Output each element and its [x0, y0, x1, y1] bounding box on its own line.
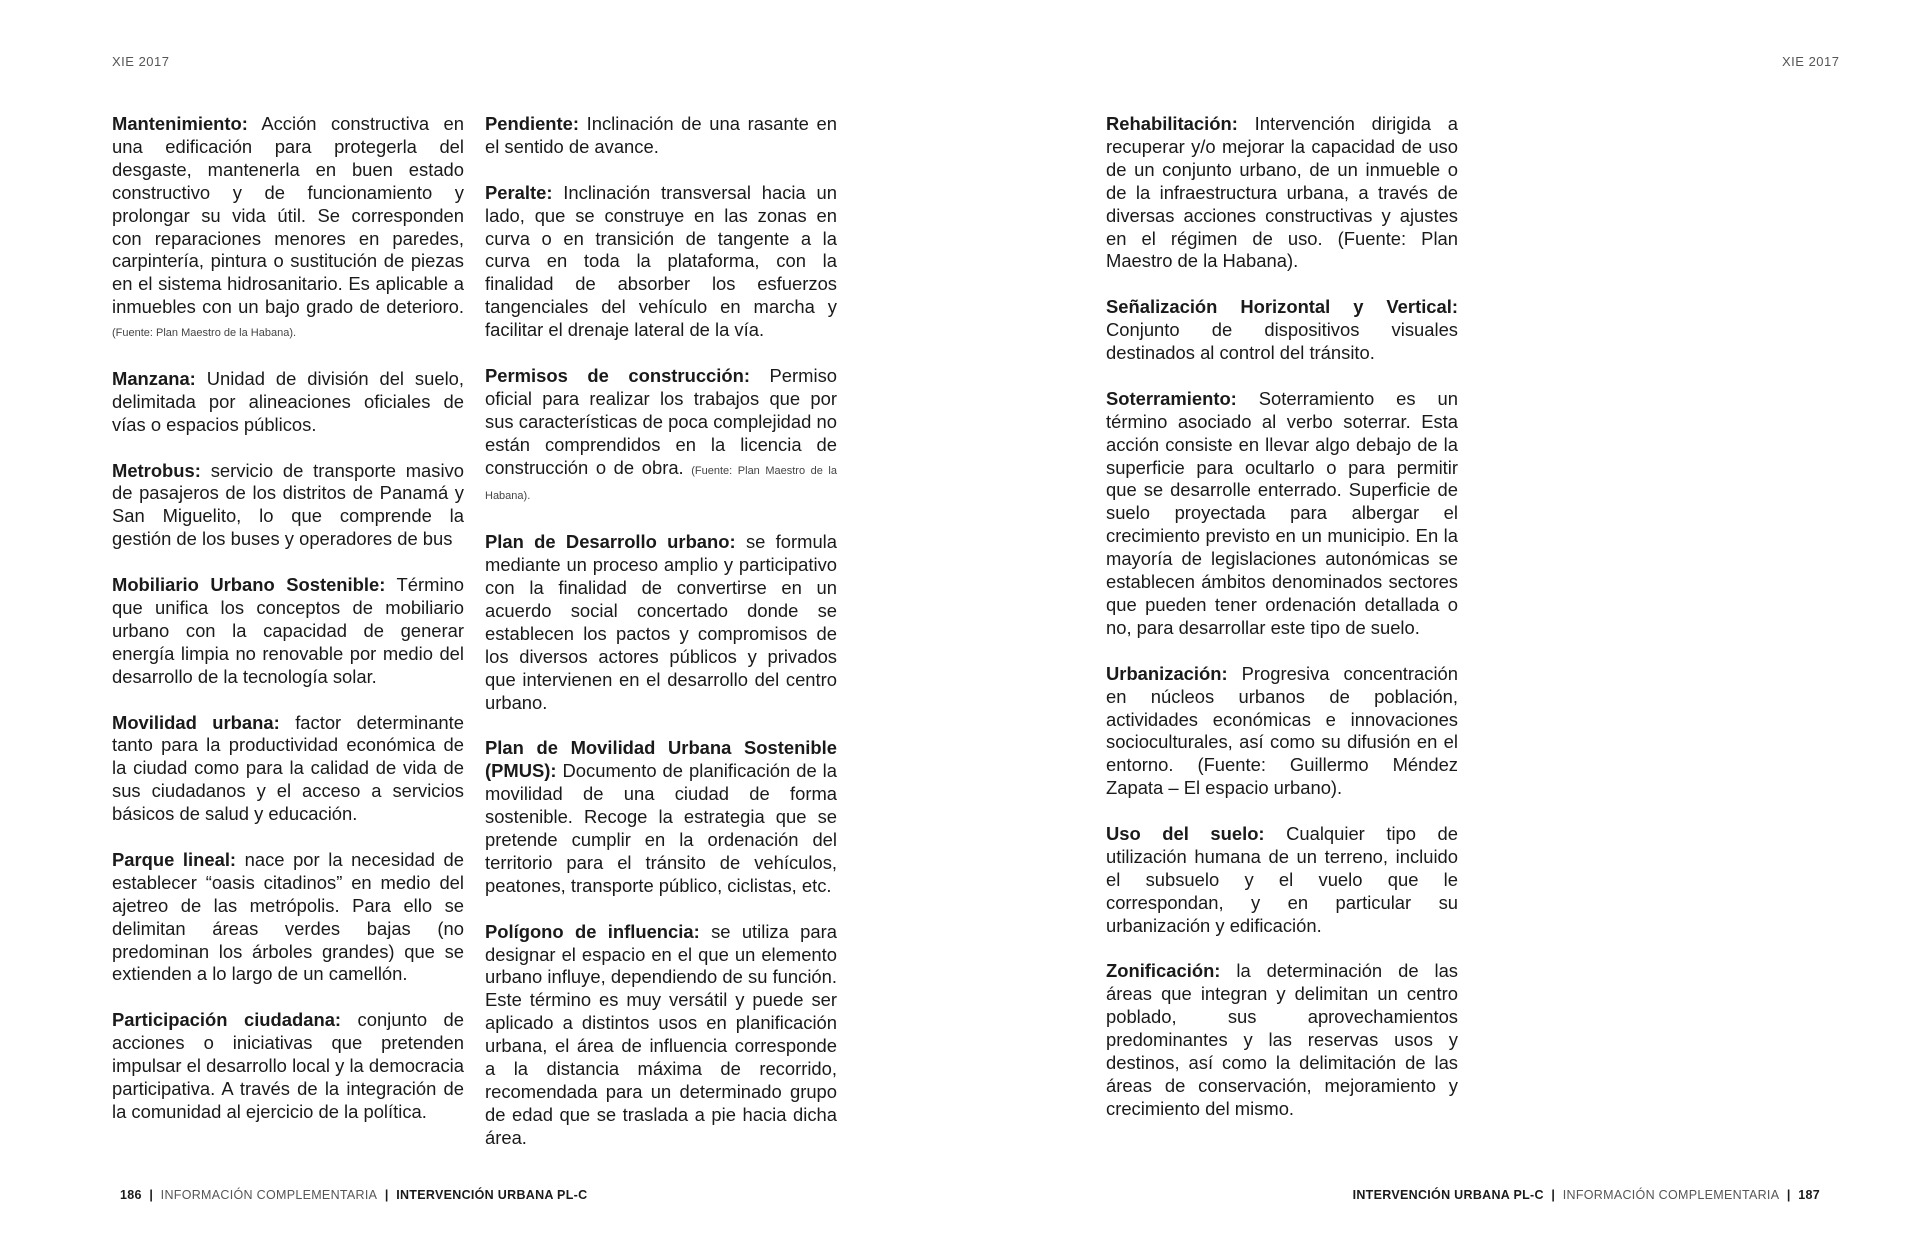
glossary-definition: Cualquier tipo de utilización humana de un terreno, incluido el subsuelo y el vuelo que le correspondan, y en particular su urbanización y edificación. — [1106, 823, 1458, 936]
glossary-definition: Inclinación transversal hacia un lado, que se construye en las zonas en curva o en transición de tangente a la curva en toda la plataforma, con la finalidad de absorber los esfuerzos tangenciales del vehículo en marcha y facilitar el drenaje lateral de la vía. — [485, 181, 837, 341]
glossary-definition: Soterramiento es un término asociado al verbo soterrar. Esta acción consiste en llevar algo debajo de la superficie para ocultarlo o para permitir que se desarrolle enterrado. Superficie de suelo proyectada para albergar el crecimiento previsto en un municipio. En la mayoría de legislaciones autonómicas se establecen ámbitos denominados sectores que pueden tener ordenación detallada o no, para desarrollar este tipo de suelo. — [1106, 387, 1458, 638]
glossary-term: Polígono de influencia: — [485, 920, 700, 942]
glossary-term: Permisos de construcción: — [485, 364, 750, 386]
glossary-entry — [1106, 113, 1458, 273]
glossary-term: Soterramiento: — [1106, 387, 1237, 409]
glossary-column-1 — [112, 113, 464, 1147]
glossary-entry — [485, 531, 837, 714]
glossary-definition: Conjunto de dispositivos visuales destinados al control del tránsito. — [1106, 319, 1458, 364]
glossary-entry — [1106, 296, 1458, 365]
glossary-entry — [112, 574, 464, 689]
glossary-definition: se utiliza para designar el espacio en el que un elemento urbano influye, dependiendo de su función. Este término es muy versátil y puede ser aplicado a distintos usos en planificación urbana, el área de influencia corresponde a la distancia máxima de recorrido, recomendada para un determinado grupo de edad que se traslada a pie hacia dicha área. — [485, 920, 837, 1148]
glossary-term: Mantenimiento: — [112, 113, 248, 134]
glossary-definition: Permiso oficial para realizar los trabajos que por sus características de poca complejidad no están comprendidos en la licencia de construcción o de obra. — [485, 364, 837, 478]
glossary-entry — [1106, 388, 1458, 640]
glossary-entry — [485, 182, 837, 342]
glossary-entry — [485, 737, 837, 897]
source-citation: (Fuente: Plan Maestro de la Habana). — [112, 327, 297, 340]
footer-title: INTERVENCIÓN URBANA PL-C — [396, 1188, 588, 1202]
glossary-term: Movilidad urbana: — [112, 711, 280, 733]
running-header-left: XIE 2017 — [112, 54, 170, 69]
glossary-entry — [112, 712, 464, 827]
glossary-entry — [112, 113, 464, 345]
glossary-term: Plan de Desarrollo urbano: — [485, 531, 736, 553]
glossary-term: Zonificación: — [1106, 960, 1221, 982]
glossary-definition: Progresiva concentración en núcleos urbanos de población, actividades económicas e innovaciones socioculturales, así como su difusión en el entorno. (Fuente: Guillermo Méndez Zapata – El espacio urbano). — [1106, 662, 1458, 799]
glossary-entry — [112, 368, 464, 437]
source-citation: (Fuente: Plan Maestro de la Habana). — [485, 464, 837, 503]
glossary-term: Manzana: — [112, 367, 196, 389]
glossary-entry — [1106, 960, 1458, 1120]
glossary-term: Urbanización: — [1106, 662, 1228, 684]
footer-section: INFORMACIÓN COMPLEMENTARIA — [160, 1188, 378, 1202]
glossary-definition: Inclinación de una rasante en el sentido de avance. — [485, 113, 837, 157]
glossary-definition: nace por la necesidad de establecer “oasis citadinos” en medio del ajetreo de las metrópolis. Para ello se delimitan áreas verdes bajas (no predominan los árboles grandes) que se extienden a lo largo de un camellón. — [112, 848, 464, 985]
glossary-definition: Término que unifica los conceptos de mobiliario urbano con la capacidad de generar energía limpia no renovable por medio del desarrollo de la tecnología solar. — [112, 574, 464, 687]
glossary-term: Parque lineal: — [112, 848, 237, 870]
glossary-entry — [112, 1009, 464, 1124]
glossary-entry — [485, 921, 837, 1150]
glossary-column-2 — [485, 113, 837, 1173]
separator: | — [1786, 1188, 1791, 1202]
glossary-entry — [1106, 823, 1458, 938]
footer-section: INFORMACIÓN COMPLEMENTARIA — [1562, 1188, 1780, 1202]
glossary-term: Uso del suelo: — [1106, 823, 1265, 845]
glossary-term: Participación ciudadana: — [112, 1009, 342, 1031]
footer-right — [1353, 1188, 1820, 1202]
glossary-entry — [112, 849, 464, 986]
glossary-entry — [1106, 663, 1458, 800]
footer-title: INTERVENCIÓN URBANA PL-C — [1352, 1188, 1544, 1202]
glossary-entry — [112, 460, 464, 552]
footer-left — [120, 1188, 587, 1202]
separator: | — [149, 1188, 154, 1202]
glossary-definition: la determinación de las áreas que integran y delimitan un centro poblado, sus aprovechamientos predominantes y las reservas usos y destinos, así como la delimitación de las áreas de conservación, mejoramiento y crecimiento del mismo. — [1106, 960, 1458, 1119]
running-header-right: XIE 2017 — [1782, 54, 1840, 69]
glossary-entry — [485, 365, 837, 508]
glossary-definition: se formula mediante un proceso amplio y participativo con la finalidad de convertirse en un acuerdo social concertado donde se establecen los pactos y compromisos de los diversos actores públicos y privados que intervienen en el desarrollo del centro urbano. — [485, 531, 837, 713]
glossary-definition: Intervención dirigida a recuperar y/o mejorar la capacidad de uso de un conjunto urbano, de un inmueble o de la infraestructura urbana, a través de diversas acciones constructivas y ajustes en el régimen de uso. (Fuente: Plan Maestro de la Habana). — [1106, 113, 1458, 272]
separator: | — [384, 1188, 389, 1202]
page-number: 187 — [1798, 1188, 1820, 1202]
glossary-column-3 — [1106, 113, 1458, 1144]
separator: | — [1551, 1188, 1556, 1202]
glossary-term: Señalización Horizontal y Vertical: — [1106, 296, 1458, 318]
glossary-entry — [485, 113, 837, 159]
glossary-definition: Unidad de división del suelo, delimitada por alineaciones oficiales de vías o espacios públicos. — [112, 367, 464, 435]
glossary-definition: factor determinante tanto para la productividad económica de la ciudad como para la calidad de vida de sus ciudadanos y el acceso a servicios básicos de salud y educación. — [112, 711, 464, 825]
glossary-term: Rehabilitación: — [1106, 113, 1238, 134]
page-number: 186 — [120, 1188, 142, 1202]
glossary-term: Metrobus: — [112, 459, 201, 481]
glossary-definition: conjunto de acciones o iniciativas que pretenden impulsar el desarrollo local y la democracia participativa. A través de la integración de la comunidad al ejercicio de la política. — [112, 1009, 464, 1122]
glossary-term: Pendiente: — [485, 113, 580, 134]
glossary-definition: servicio de transporte masivo de pasajeros de los distritos de Panamá y San Miguelito, lo que comprende la gestión de los buses y operadores de bus — [112, 459, 464, 550]
glossary-term: Mobiliario Urbano Sostenible: — [112, 574, 386, 596]
glossary-definition: Acción constructiva en una edificación para protegerla del desgaste, mantenerla en buen estado constructivo y de funcionamiento y prolongar su vida útil. Se corresponden con reparaciones menores en paredes, carpintería, pintura o sustitución de piezas en el sistema hidrosanitario. Es aplicable a inmuebles con un bajo grado de deterioro. — [112, 113, 464, 318]
glossary-term: Plan de Movilidad Urbana Sostenible (PMUS): — [485, 737, 837, 782]
glossary-definition: Documento de planificación de la movilidad de una ciudad de forma sostenible. Recoge la estrategia que se pretende cumplir en la ordenación del territorio para el tránsito de vehículos, peatones, transporte público, ciclistas, etc. — [485, 760, 837, 896]
glossary-term: Peralte: — [485, 181, 553, 203]
